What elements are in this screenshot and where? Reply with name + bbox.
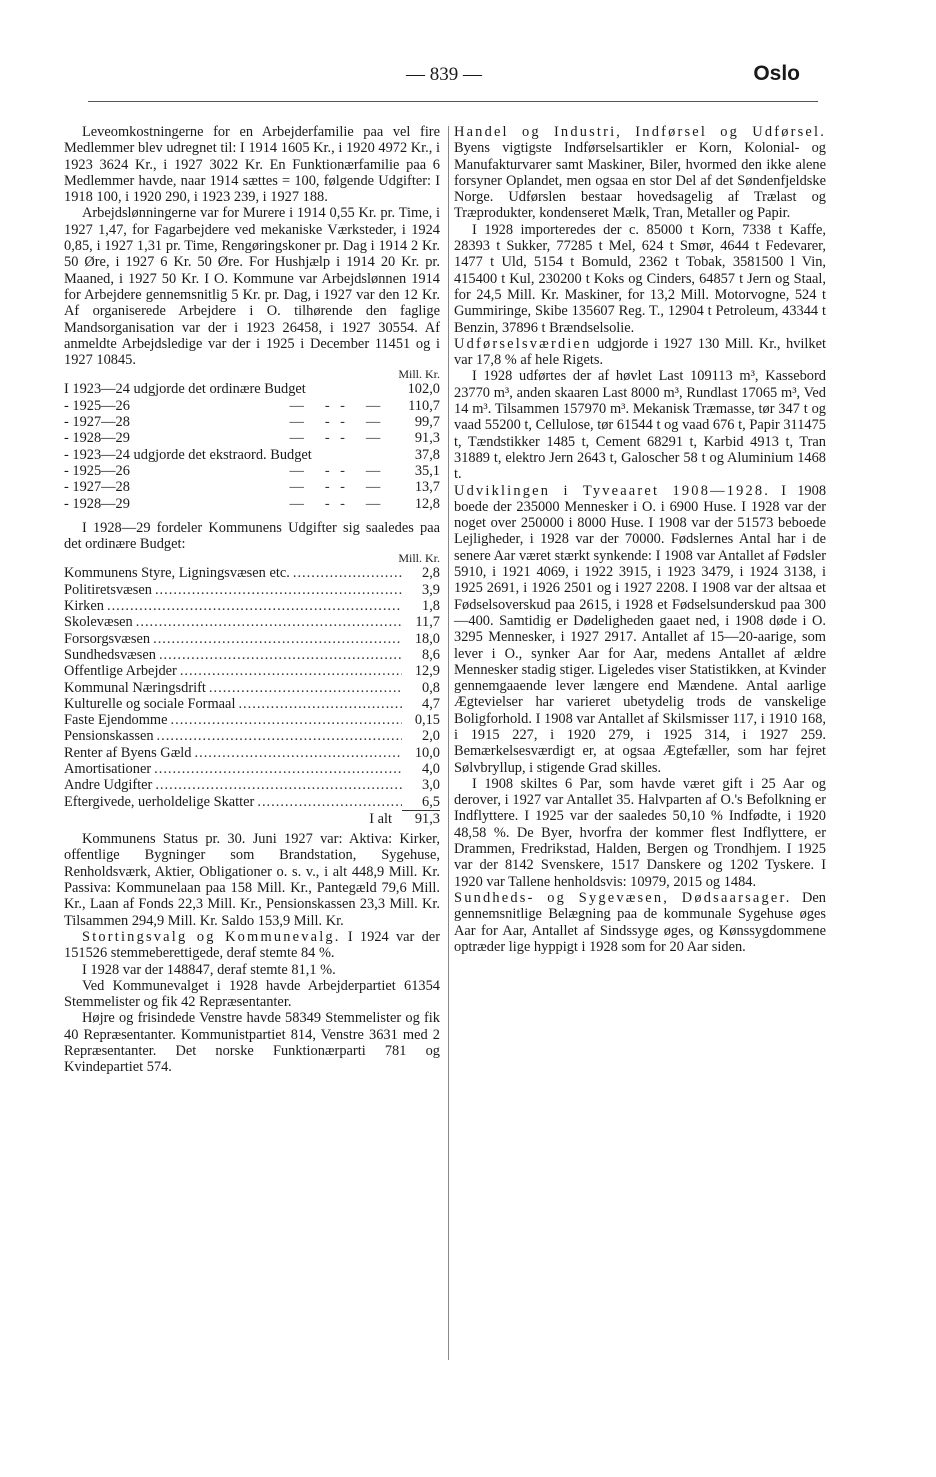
- dash-mark: —: [365, 397, 381, 414]
- table-row: [64, 398, 440, 414]
- spacer: [64, 512, 440, 520]
- dot-leader: [168, 712, 402, 728]
- list-item: [64, 761, 440, 777]
- export-value-heading: Udførselsværdien: [454, 335, 592, 352]
- dot-leader: [156, 647, 402, 663]
- expense-value: 3,9: [422, 581, 440, 598]
- table-row: [64, 479, 440, 495]
- dash-mark: —: [289, 414, 304, 431]
- expense-label: Kommunal Næringsdrift: [64, 679, 206, 696]
- list-item: [64, 598, 440, 614]
- list-item: [64, 631, 440, 647]
- right-column: [454, 124, 826, 955]
- left-column: [64, 124, 440, 1076]
- budget-label: - 1925—26: [64, 462, 130, 479]
- dot-leader: [235, 696, 402, 712]
- dash-mark: —: [365, 430, 381, 447]
- ditto-mark: -: [324, 462, 330, 479]
- budget-label: - 1925—26: [64, 397, 130, 414]
- dash-mark: —: [289, 430, 304, 447]
- ditto-mark: -: [340, 397, 345, 414]
- ditto-mark: -: [340, 430, 345, 447]
- list-item: [64, 745, 440, 761]
- budget-label: - 1927—28: [64, 414, 130, 431]
- expense-value: 3,0: [422, 777, 440, 794]
- health-paragraph: [454, 890, 826, 955]
- expense-value: 4,7: [422, 695, 440, 712]
- dash-mark: —: [365, 495, 381, 512]
- expense-label: Pensionskassen: [64, 728, 154, 745]
- expense-value: 4,0: [422, 760, 440, 777]
- wages-paragraph: Arbejdslønningerne var for Murere i 1914 0,55 Kr. pr. Time, i 1927 1,47, for Fagarbejdere ved mekaniske Værksteder, i 1924 0,85, i 1927 1,31 pr. Time, Rengøringskoner pr. Dag i 1914 2 Kr. 50 Øre, i 1927 6 Kr. 50 Øre. For Hushjælp i 1914 20 Kr. pr. Maaned, i 1927 50 Kr. I O. Kommune var Arbejdslønnen 1914 for Arbejdere gennemsnitlig 5 Kr. pr. Dag, i 1927 var den 12 Kr. Af organiserede Arbejdere i O. tilhørende den faglige Mandsorganisation var der i 1923 26458, i 1927 30554. Af anmeldte Arbejdsledige var der i 1925 i December 11451 og i 1927 10845.: [64, 205, 440, 369]
- budget-value: 99,7: [414, 414, 440, 431]
- elections-text: I 1924 var der 151526 stemmeberettigede, deraf stemte 84 %.: [64, 928, 440, 962]
- expense-value: 8,6: [422, 646, 440, 663]
- list-item: [64, 712, 440, 728]
- expenses-list: [64, 565, 440, 827]
- running-title: Oslo: [753, 62, 800, 85]
- development-paragraph: [454, 483, 826, 776]
- budget-value: 91,3: [414, 430, 440, 447]
- expense-value: 10,0: [414, 744, 440, 761]
- dash-mark: —: [289, 462, 304, 479]
- living-costs-paragraph: Leveomkostningerne for en Arbejderfamilie paa vel fire Medlemmer blev udregnet til: I 1914 1605 Kr., i 1920 4972 Kr., i 1923 3624 Kr., i 1927 3022 Kr. En Funktionærfamilie paa 6 Medlemmer havde, naar 1914 sættes = 100, følgende Udgifter: I 1918 100, i 1920 290, i 1923 239, i 1927 188.: [64, 124, 440, 206]
- ditto-mark: -: [324, 495, 330, 512]
- ditto-mark: -: [340, 495, 345, 512]
- list-item: [64, 565, 440, 581]
- dot-leader: [290, 565, 402, 581]
- elections-heading: Stortingsvalg og Kommunevalg.: [82, 928, 341, 945]
- page-header: [88, 62, 800, 98]
- list-item: [64, 680, 440, 696]
- list-item: [64, 777, 440, 793]
- expense-label: Offentlige Arbejder: [64, 663, 177, 680]
- ditto-mark: -: [340, 479, 345, 496]
- total-label: I alt: [369, 810, 392, 827]
- expense-label: Skolevæsen: [64, 614, 133, 631]
- dash-mark: —: [289, 397, 304, 414]
- list-item: [64, 582, 440, 598]
- table-row: [64, 496, 440, 512]
- dot-leader: [150, 631, 402, 647]
- budget-value: 13,7: [414, 479, 440, 496]
- budget-label: I 1923—24 udgjorde det ordinære Budget: [64, 381, 306, 398]
- expense-label: Amortisationer: [64, 760, 152, 777]
- dash-mark: —: [365, 462, 381, 479]
- expense-value: 12,9: [414, 663, 440, 680]
- budget-label: - 1923—24 udgjorde det ekstraord. Budget: [64, 446, 312, 463]
- dash-mark: —: [365, 479, 381, 496]
- budget-label: - 1927—28: [64, 479, 130, 496]
- turnout-paragraph: I 1928 var der 148847, deraf stemte 81,1 %.: [82, 961, 336, 978]
- budget-value: 110,7: [408, 397, 440, 414]
- expense-value: 2,8: [422, 565, 440, 582]
- dot-leader: [152, 582, 402, 598]
- expense-label: Faste Ejendomme: [64, 712, 168, 729]
- expense-label: Kulturelle og sociale Formaal: [64, 695, 236, 712]
- ditto-mark: -: [324, 397, 330, 414]
- dot-leader: [104, 598, 402, 614]
- export-value-paragraph: [454, 336, 826, 369]
- development-heading: Udviklingen i Tyveaaret 1908—1928.: [454, 482, 771, 499]
- expense-label: Renter af Byens Gæld: [64, 744, 192, 761]
- expense-value: 0,8: [422, 679, 440, 696]
- ditto-mark: -: [340, 462, 345, 479]
- divorce-paragraph: I 1908 skiltes 6 Par, som havde været gift i 25 Aar og derover, i 1927 var Antallet 35. Halvparten af O.'s Befolkning er Indflyttere. I 1925 var der saaledes 50,10 % Indfødte, i 1920 48,58 %. De Byer, hvorfra der kommer flest Indflyttere, er Drammen, Fredrikstad, Halden, Bergen og Trondhjem. I 1925 var der 8142 Svenskere, 1517 Danskere og 1202 Tyskere. I 1920 var Tallene henholdsvis: 10979, 2015 og 1484.: [454, 775, 826, 890]
- list-item: [64, 794, 440, 810]
- development-text: I 1908 boede der 235000 Mennesker i O. i 6900 Huse. I 1928 var der noget over 250000 i 8000 Huse. I 1908 var der 51573 beboede Lejligheder, i 1928 var der 70000. Fødslernes Antal har i de senere Aar været stærkt synkende: I 1908 var Antallet af Fødsler 5910, i 1921 4069, i 1922 3915, i 1923 3479, i 1924 3138, i 1925 2691, i 1926 2501 og i 1927 2208. I 1908 var der altsaa et Fødselsoverskud paa 2615, i 1928 et Fødselsunderskud paa 300—400. Samtidig er Dødeligheden gaaet ned, i 1908 døde i O. 3295 Mennesker, i 1927 2917. Antallet af 15—20-aarige, som lever i O., synker Aar for Aar, medens Antallet af ældre Mennesker stadig stiger. Ligeledes viser Statistikken, at Kvinder gennemgaaende lever længere end Mændene. Antal aarlige Ægtevielser har varieret ubetydelig trods de vanskelige Boligforhold. I 1908 var Antallet af Skilsmisser 117, i 1910 168, i 1915 227, i 1920 279, i 1925 314, i 1927 259. Bemærkelsesværdigt er, at ogsaa Ægtefæller, som har fejret Sølvbryllup, i stigende Grad skilles.: [454, 482, 827, 776]
- column-divider: [448, 126, 449, 1360]
- expense-label: Eftergivede, uerholdelige Skatter: [64, 793, 255, 810]
- budget-label: - 1928—29: [64, 495, 130, 512]
- total-value: 91,3: [402, 810, 440, 827]
- list-item: [64, 614, 440, 630]
- table-row: [64, 463, 440, 479]
- elections-paragraph: [64, 929, 440, 962]
- ditto-mark: -: [324, 430, 330, 447]
- table-row: [64, 414, 440, 430]
- header-rule: [88, 101, 818, 102]
- health-heading: Sundheds- og Sygevæsen, Dødsaarsager.: [454, 889, 792, 906]
- budget-value: 102,0: [407, 381, 440, 398]
- dot-leader: [177, 663, 402, 679]
- labour-party-paragraph: Ved Kommunevalget i 1928 havde Arbejderpartiet 61354 Stemmelister og fik 42 Repræsentanter.: [64, 977, 440, 1011]
- expense-label: Kirken: [64, 598, 104, 615]
- dot-leader: [133, 614, 402, 630]
- table-row: [64, 430, 440, 446]
- list-item: [64, 663, 440, 679]
- imports-paragraph: I 1928 importeredes der c. 85000 t Korn, 7338 t Kaffe, 28393 t Sukker, 77285 t Mel, 624 t Smør, 4644 t Fedevarer, 1477 t Uld, 5154 t Bomuld, 2362 t Tobak, 3581500 l Vin, 415400 t Kul, 230200 t Koks og Cinders, 64857 t Jern og Staal, for 24,5 Mill. Kr. Maskiner, for 13,2 Mill. Motorvogne, 524 t Gummiringe, Skibe 135607 Reg. T., 12904 t Petroleum, 43344 t Benzin, 37896 t Brændselsolie.: [454, 221, 826, 336]
- parties-paragraph: Højre og frisindede Venstre havde 58349 Stemmelister og fik 40 Repræsentanter. Kommunistpartiet 814, Venstre 3631 med 2 Repræsentanter. Det norske Funktionærparti 781 og Kvindepartiet 574.: [64, 1010, 440, 1076]
- ditto-mark: -: [340, 414, 345, 431]
- dot-leader: [206, 680, 402, 696]
- dot-leader: [151, 761, 402, 777]
- expense-label: Politiretsvæsen: [64, 581, 152, 598]
- page-number: — 839 —: [406, 64, 482, 85]
- dash-mark: —: [365, 414, 381, 431]
- exports-paragraph: I 1928 udførtes der af høvlet Last 109113 m³, Kassebord 23770 m³, anden skaaren Last 8000 m³, Rundlast 17065 m³, Ved 14 m³. Tilsammen 157970 m³. Mekanisk Træmasse, tør 347 t og vaad 55200 t, Cellulose, tør 61544 t og vaad 676 t, Papir 311475 t, Tændstikker 1485 t, Cement 68291 t, Karbid 4913 t, Tran 31889 t, elektro Jern 2643 t, Galoscher 58 t og Aluminium 1468 t.: [454, 368, 826, 483]
- budget-table: [64, 381, 440, 511]
- status-paragraph: Kommunens Status pr. 30. Juni 1927 var: Aktiva: Kirker, offentlige Bygninger som Brandstation, Sygehuse, Renholdsværk, Aktier, Obligationer o. s. v., i alt 448,9 Mill. Kr. Passiva: Kommunelaan paa 158 Mill. Kr., Pantegæld 79,6 Mill. Kr., Laan af Fonds 22,3 Mill. Kr., Pensionskassen 23,3 Mill. Kr. Tilsammen 294,9 Mill. Kr. Saldo 153,9 Mill. Kr.: [64, 831, 440, 929]
- dot-leader: [152, 777, 402, 793]
- table-row: [64, 447, 440, 463]
- export-value-text: udgjorde i 1927 130 Mill. Kr., hvilket var 17,8 % af hele Rigets.: [454, 335, 826, 369]
- expense-value: 6,5: [422, 793, 440, 810]
- budget-value: 12,8: [414, 495, 440, 512]
- dot-leader: [154, 728, 402, 744]
- budget-label: - 1928—29: [64, 430, 130, 447]
- trade-paragraph: [454, 124, 826, 222]
- budget-value: 35,1: [414, 462, 440, 479]
- dot-leader: [192, 745, 403, 761]
- expense-value: 0,15: [414, 712, 440, 729]
- expense-label: Sundhedsvæsen: [64, 646, 156, 663]
- trade-text: Byens vigtigste Indførselsartikler er Korn, Kolonial- og Manufakturvarer samt Maskiner, Biler, hvormed den ikke alene forsyner Oplandet, men ogsaa en stor Del af det Søndenfjeldske Norge. Udførslen bestaar hovedsagelig af Trælast og Træprodukter, kondenseret Mælk, Tran, Metaller og Papir.: [454, 140, 826, 222]
- dot-leader: [254, 794, 402, 810]
- dash-mark: —: [289, 495, 304, 512]
- expense-value: 2,0: [422, 728, 440, 745]
- ditto-mark: -: [324, 479, 330, 496]
- expense-label: Forsorgsvæsen: [64, 630, 151, 647]
- list-item: [64, 728, 440, 744]
- table-row: [64, 381, 440, 397]
- expense-value: 18,0: [414, 630, 440, 647]
- list-item: [64, 696, 440, 712]
- expenses-intro: I 1928—29 fordeler Kommunens Udgifter sig saaledes paa det ordinære Budget:: [64, 519, 440, 553]
- trade-heading: Handel og Industri, Indførsel og Udførsel.: [454, 124, 826, 140]
- expense-label: Kommunens Styre, Ligningsvæsen etc.: [64, 565, 290, 582]
- expense-label: Andre Udgifter: [64, 777, 153, 794]
- expenses-unit-header: Mill. Kr.: [398, 551, 440, 566]
- dash-mark: —: [289, 479, 304, 496]
- expenses-total-row: [64, 810, 440, 827]
- budget-unit-header: Mill. Kr.: [398, 367, 440, 382]
- expense-value: 11,7: [415, 614, 440, 631]
- expense-value: 1,8: [422, 598, 440, 615]
- health-text: Den gennemsnitlige Belægning paa de kommunale Sygehuse øges Aar for Aar, Antallet af Sindssyge øges, og Kønssygdommene optræder lige hyppigt i 1928 som for 20 Aar siden.: [454, 889, 826, 955]
- ditto-mark: -: [324, 414, 330, 431]
- budget-value: 37,8: [414, 446, 440, 463]
- list-item: [64, 647, 440, 663]
